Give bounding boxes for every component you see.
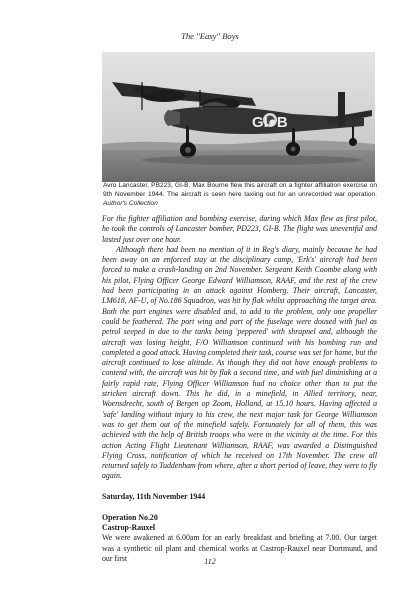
date-heading: Saturday, 11th November 1944 (102, 492, 206, 502)
caption-credit: Author's Collection (103, 199, 158, 207)
operation-heading: Operation No.20 (102, 512, 158, 522)
paragraph-fighter-affiliation: For the fighter affiliation and bombing exercise, during which Max flew as first pilot, he took the controls of Lancaster bomber, PD223, GI-B. The flight was uneventful and lasted just over one hour. (102, 214, 377, 244)
fuselage-code: GI●B (252, 114, 288, 131)
running-head: The "Easy" Boys (181, 31, 239, 41)
body-text (102, 214, 377, 564)
photo-caption (103, 182, 377, 209)
target-heading: Castrop-Rauxel (102, 522, 156, 532)
lancaster-photo-image (102, 52, 375, 182)
page-number: 112 (204, 557, 216, 566)
lancaster-photo (102, 52, 375, 182)
caption-text: Avro Lancaster, PB223, GI-B. Max Bourne flew this aircraft on a fighter affiliation exercise on 9th November 1944. The aircraft is seen here taxiing out for an unrecorded war operation. (103, 182, 377, 198)
paragraph-operation-20: We were awakened at 6.00am for an early breakfast and briefing at 7.00. Our target was a synthetic oil plant and chemical works at Castrop-Rauxel near Dortmund, and our first (102, 533, 377, 563)
paragraph-crash-landing: Although there had been no mention of it in Reg's diary, mainly because he had been away on an enforced stay at the disciplinary camp, 'Erk's' aircraft had been forced to make a crash-landing on 2nd November. Sergeant Keith Coombe along with his pilot, Flying Officer George Edward Williamson, RAAF, and the rest of the crew had been participating in an attack against Homberg. Their aircraft, Lancaster, LM618, AF-U, of No.186 Squadron, was hit by flak whilst approaching the target area. Both the port engines were disabled and, to add to the problem, only one propeller could be feathered. The port wing and part of the fuselage were doused with fuel as petrol seeped in due to the tanks being 'peppered' with shrapnel and, although the aircraft was losing height, F/O Williamson continued with his bombing run and completed a good attack. Having completed their task, course was set for home, but the aircraft continued to lose altitude. As though they did not have enough problems to contend with, the aircraft was hit by flak a second time, and with fuel diminishing at a fairly rapid rate, Flying Officer Williamson had no choice other than to put the stricken aircraft down. This he did, in a minefield, in Allied territory, near, Woensdrecht, south of Bergen op Zoom, Holland, at 15.10 hours. Having affected a 'safe' landing without injury to his crew, the next major task for George Williamson was to get them out of the minefield safely. Fortunately for all of them, this was achieved with the help of British troops who were in the vicinity at the time. For this action Acting Flight Lieutenant Williamson, RAAF, was awarded a Distinguished Flying Cross, notification of which he received on 17th November. The crew all returned safely to Tuddenham from where, after a short period of leave, they were to fly again. (102, 244, 377, 481)
